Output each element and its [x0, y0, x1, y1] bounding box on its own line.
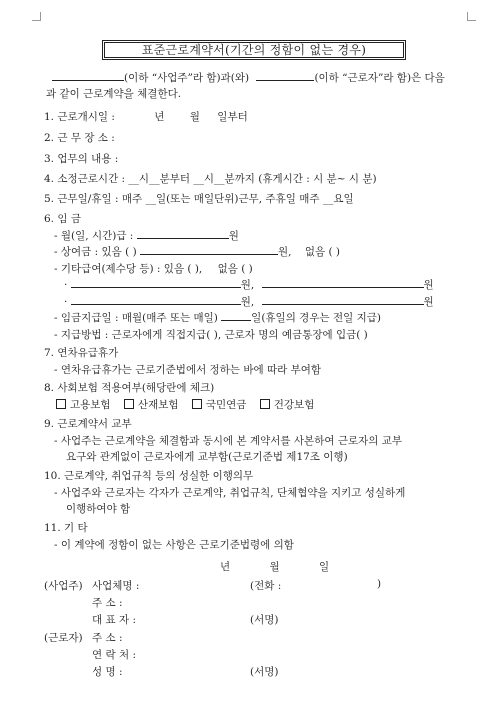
employer-role: (사업주): [44, 580, 83, 592]
employee-address-label: 주 소 :: [92, 632, 123, 644]
row-bullet: ·: [64, 296, 68, 308]
delivery-text-1: - 사업주는 근로계약을 체결함과 동시에 본 계약서를 사본하여 근로자의 교부: [54, 435, 403, 447]
leave-heading: 7. 연차유급휴가: [44, 347, 119, 359]
employment-insurance-checkbox[interactable]: [56, 399, 66, 409]
corner-mark-right: [467, 12, 476, 21]
row-unit: 원: [423, 279, 434, 291]
insurance-option-label: 고용보험: [70, 399, 111, 411]
other-pay-none: 없음 ( ): [217, 263, 253, 275]
insurance-option-label: 국민연금: [205, 399, 247, 411]
employer-phone-label: (전화 :: [250, 580, 282, 592]
employer-name-blank[interactable]: [52, 70, 124, 81]
delivery-text-2: 요구와 관계없이 근로자에게 교부함(근로기준법 제17조 이행): [66, 451, 348, 463]
other-pay-row-2: [64, 294, 434, 309]
employee-role: (근로자): [44, 632, 83, 644]
contract-date-line: [220, 559, 329, 574]
employer-representative-label: 대 표 자 :: [92, 614, 136, 626]
delivery-heading: 9. 근로계약서 교부: [44, 418, 132, 430]
monthly-wage-blank[interactable]: [137, 228, 229, 239]
date-day-unit: 일: [319, 561, 330, 573]
intro-part1: (이하 “사업주”라 함)과(와): [124, 72, 250, 84]
etc-text: - 이 계약에 정함이 없는 사항은 근로기준법령에 의함: [54, 539, 294, 551]
industrial-accident-checkbox[interactable]: [124, 399, 134, 409]
title-text: 표준근로계약서(기간의 정함이 없는 경우): [141, 43, 367, 57]
pay-date-blank[interactable]: [221, 310, 251, 321]
other-pay-blank-4[interactable]: [262, 294, 424, 305]
intro-part2: (이하 “근로자”라 함)은 다음: [314, 72, 445, 84]
bonus-none: 없음 ( ): [304, 246, 341, 258]
other-pay-blank-3[interactable]: [71, 294, 241, 305]
insurance-heading: 8. 사회보험 적용여부(해당란에 체크): [44, 382, 215, 394]
insurance-option-label: 건강보험: [273, 399, 315, 411]
row-unit: 원: [423, 296, 434, 308]
workplace-line: 2. 근 무 장 소 :: [44, 132, 115, 144]
health-insurance-checkbox[interactable]: [260, 399, 270, 409]
national-pension-checkbox[interactable]: [192, 399, 202, 409]
employee-signature[interactable]: (서명): [250, 666, 279, 678]
pay-method-line: - 지급방법 : 근로자에게 직접지급( ), 근로자 명의 예금통장에 입금( ): [54, 329, 368, 341]
other-pay-blank-2[interactable]: [262, 277, 424, 288]
other-pay-blank-1[interactable]: [71, 277, 241, 288]
monthly-wage-line: [54, 228, 239, 243]
employer-signature[interactable]: (서명): [250, 614, 279, 626]
pay-date-note: 일(휴일의 경우는 전일 지급): [251, 312, 381, 324]
duty-text-2: 이행하여야 함: [66, 503, 131, 515]
start-day-unit: 일부터: [217, 111, 248, 123]
employee-name-blank[interactable]: [256, 70, 314, 81]
insurance-option-label: 산재보험: [137, 399, 179, 411]
bonus-line: [54, 244, 340, 259]
duty-text-1: - 사업주와 근로자는 각자가 근로계약, 취업규칙, 단체협약을 지키고 성실하게: [54, 487, 406, 499]
pay-date-label: - 임금지급일 : 매월(매주 또는 매일): [54, 312, 218, 324]
wage-heading: 6. 임 금: [44, 213, 81, 225]
start-month-unit: 월: [189, 111, 200, 123]
monthly-wage-unit: 원: [228, 230, 239, 242]
pay-date-line: [54, 310, 381, 325]
other-pay-label: - 기타급여(제수당 등) : 있음 ( ),: [54, 263, 203, 275]
employee-contact-label: 연 락 처 :: [92, 649, 136, 661]
start-year-unit: 년: [154, 111, 165, 123]
employee-name-label: 성 명 :: [92, 666, 123, 678]
duty-heading: 10. 근로계약, 취업규칙 등의 성실한 이행의무: [44, 470, 254, 482]
leave-text: - 연차유급휴가는 근로기준법에서 정하는 바에 따라 부여함: [54, 364, 322, 376]
other-pay-line: [54, 261, 253, 276]
bonus-amount-blank[interactable]: [140, 244, 278, 255]
row-bullet: ·: [64, 279, 68, 291]
date-month-unit: 월: [269, 561, 280, 573]
duties-line: 3. 업무의 내용 :: [44, 153, 119, 165]
insurance-options: [56, 397, 314, 412]
workdays-line: 5. 근무일/휴일 : 매주 __일(또는 매일단위)근무, 주휴일 매주 __요일: [44, 193, 354, 205]
employer-address-label: 주 소 :: [92, 597, 123, 609]
date-year-unit: 년: [220, 561, 231, 573]
other-pay-row-1: [64, 277, 434, 292]
corner-mark-left: [32, 12, 41, 21]
etc-heading: 11. 기 타: [44, 522, 88, 534]
bonus-unit: 원,: [278, 246, 292, 258]
employer-phone-close: ): [377, 578, 382, 590]
row-unit: 원,: [240, 279, 255, 291]
start-date-line: [44, 109, 248, 124]
row-unit: 원,: [240, 296, 255, 308]
start-date-label: 1. 근로개시일 :: [44, 111, 115, 123]
monthly-wage-label: - 월(일, 시간)급 :: [54, 230, 134, 242]
document-title: [102, 40, 406, 60]
intro-line-2: 과 같이 근로계약을 체결한다.: [46, 88, 182, 100]
bonus-label: - 상여금 : 있음 ( ): [54, 246, 137, 258]
hours-line: 4. 소정근로시간 : __시__분부터 __시__분까지 (휴게시간 : 시 분~ 시 분): [44, 173, 377, 185]
employer-company-label: 사업체명 :: [92, 580, 140, 592]
intro-line-1: [52, 70, 445, 85]
